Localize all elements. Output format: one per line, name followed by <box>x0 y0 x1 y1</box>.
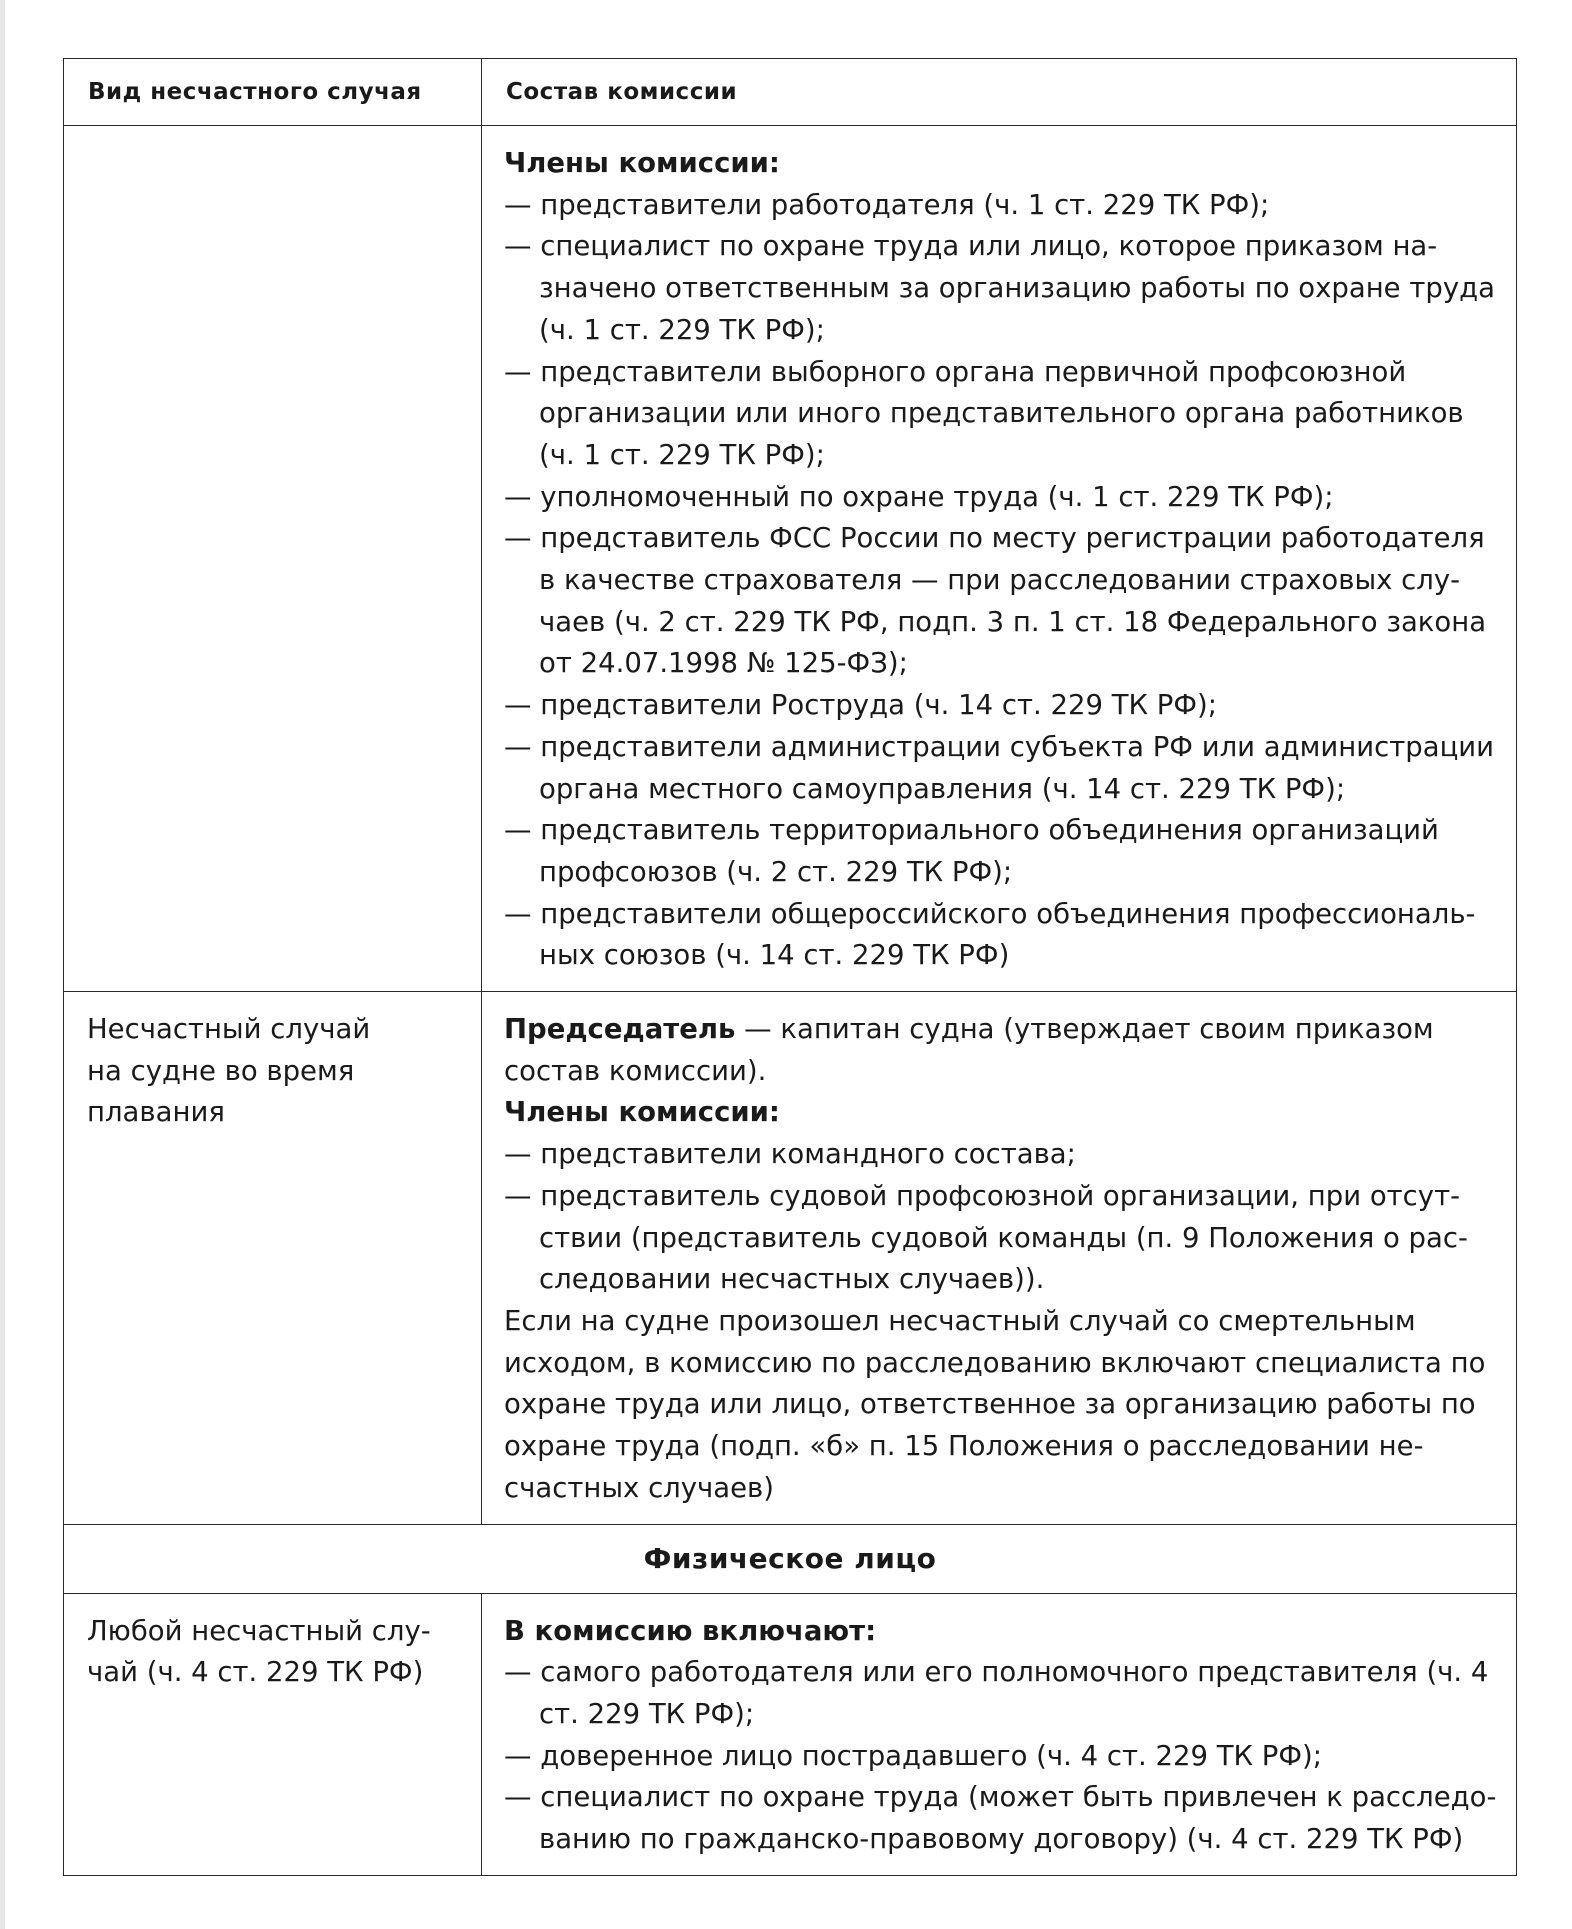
accident-type-line: Несчастный случай <box>87 1013 371 1046</box>
table-row <box>64 1593 1517 1875</box>
list-item: — представители выборного органа первичной профсоюзной организации или иного представительного органа работников (ч. 1 ст. 229 ТК РФ); <box>504 355 1464 471</box>
list-item: — представители работодателя (ч. 1 ст. 229 ТК РФ); <box>504 188 1270 221</box>
list-item: — представитель ФСС России по месту регистрации работодателя в качестве страхователя — при расследовании страховых слу-чаев (ч. 2 ст. 229 ТК РФ, подп. 3 п. 1 ст. 18 Федерального закона от 24.07.1998 № 125-ФЗ); <box>504 522 1487 680</box>
accident-type-line: Любой несчастный слу- <box>87 1614 431 1647</box>
list-item: — специалист по охране труда (может быть привлечен к расследо-ванию по гражданско-правовому договору) (ч. 4 ст. 229 ТК РФ) <box>504 1781 1497 1856</box>
accident-type-cell <box>64 126 482 992</box>
includes-heading: В комиссию включают: <box>504 1614 877 1647</box>
header-accident-type: Вид несчастного случая <box>64 59 482 126</box>
list-item: — представители командного состава; <box>504 1138 1076 1171</box>
accident-type-cell <box>64 1593 482 1875</box>
note-paragraph: Если на судне произошел несчастный случай со смертельным исходом, в комиссию по расследованию включают специалиста по охране труда или лицо, ответственное за организацию работы по охране труда (подп. «б» п. 15 Положения о расследовании не-счастных случаев) <box>504 1304 1486 1504</box>
table-row <box>64 126 1517 992</box>
chairman-line <box>504 1009 1504 1092</box>
chairman-label: Председатель <box>504 1013 736 1046</box>
chairman-text: — капитан судна (утверждает своим приказом состав комиссии). <box>504 1013 1434 1087</box>
list-item: — специалист по охране труда или лицо, которое приказом на-значено ответственным за организацию работы по охране труда (ч. 1 ст. 229 ТК РФ); <box>504 230 1495 346</box>
list-item: — доверенное лицо пострадавшего (ч. 4 ст. 229 ТК РФ); <box>504 1739 1323 1772</box>
list-item: — представители Роструда (ч. 14 ст. 229 ТК РФ); <box>504 689 1218 722</box>
composition-cell <box>482 126 1517 992</box>
list-item: — самого работодателя или его полномочного представителя (ч. 4 ст. 229 ТК РФ); <box>504 1656 1489 1730</box>
list-item: — уполномоченный по охране труда (ч. 1 ст. 229 ТК РФ); <box>504 480 1334 513</box>
header-commission-composition: Состав комиссии <box>482 59 1517 126</box>
accident-type-line: чай (ч. 4 ст. 229 ТК РФ) <box>87 1656 424 1689</box>
list-item: — представители администрации субъекта РФ или администрации органа местного самоуправления (ч. 14 ст. 229 ТК РФ); <box>504 730 1495 805</box>
table-header-row <box>64 59 1517 126</box>
section-title: Физическое лицо <box>64 1524 1517 1593</box>
composition-cell <box>482 992 1517 1524</box>
commission-table <box>63 58 1517 1876</box>
composition-cell <box>482 1593 1517 1875</box>
table-row <box>64 992 1517 1524</box>
list-item: — представитель территориального объединения организаций профсоюзов (ч. 2 ст. 229 ТК РФ); <box>504 814 1439 888</box>
section-row <box>64 1524 1517 1593</box>
accident-type-cell <box>64 992 482 1524</box>
accident-type-line: на судне во время <box>87 1054 355 1087</box>
members-heading: Члены комиссии: <box>504 1096 780 1129</box>
list-item: — представители общероссийского объединения профессиональ-ных союзов (ч. 14 ст. 229 ТК РФ) <box>504 897 1476 972</box>
page-edge-shadow <box>0 0 5 1929</box>
list-item: — представитель судовой профсоюзной организации, при отсут-ствии (представитель судовой команды (п. 9 Положения о рас-следовании несчастных случаев)). <box>504 1179 1468 1296</box>
members-heading: Члены комиссии: <box>504 147 780 179</box>
accident-type-line: плавания <box>87 1096 225 1129</box>
